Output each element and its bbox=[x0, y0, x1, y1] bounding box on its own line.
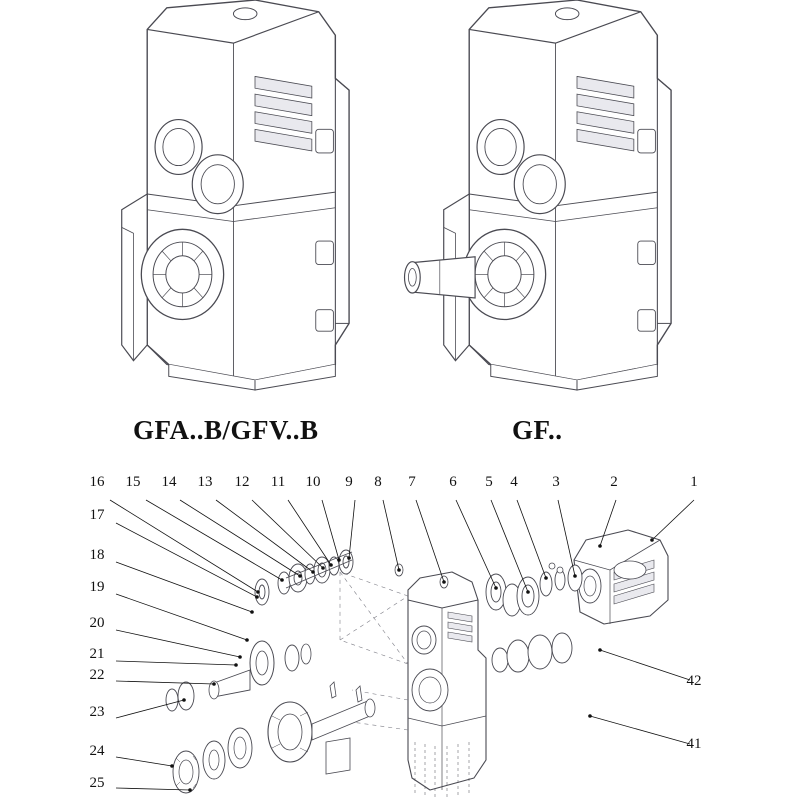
callout-number-15: 15 bbox=[125, 474, 141, 490]
callout-number-41: 41 bbox=[686, 736, 702, 752]
callout-number-24: 24 bbox=[89, 743, 105, 759]
output-shaft bbox=[405, 257, 476, 298]
callout-number-19: 19 bbox=[89, 579, 105, 595]
callout-number-18: 18 bbox=[89, 547, 105, 563]
caption-gfa-gfv: GFA..B/GFV..B bbox=[133, 415, 319, 445]
callout-number-12: 12 bbox=[234, 474, 250, 490]
exploded-housing bbox=[408, 572, 486, 799]
middle-shaft-assembly bbox=[166, 641, 311, 711]
callout-number-3: 3 bbox=[552, 474, 560, 490]
right-gear-unit-drawing bbox=[405, 0, 672, 390]
callout-number-13: 13 bbox=[197, 474, 213, 490]
callout-number-42: 42 bbox=[686, 673, 702, 689]
callout-number-22: 22 bbox=[89, 667, 105, 683]
callout-number-9: 9 bbox=[345, 474, 353, 490]
callout-number-21: 21 bbox=[89, 646, 105, 662]
caption-gf: GF.. bbox=[512, 415, 563, 445]
callout-number-16: 16 bbox=[89, 474, 105, 490]
callout-number-8: 8 bbox=[374, 474, 382, 490]
ring-stack-right bbox=[486, 565, 582, 672]
callout-number-25: 25 bbox=[89, 775, 105, 791]
callout-number-2: 2 bbox=[610, 474, 618, 490]
exploded-assembly-drawing bbox=[166, 530, 668, 799]
left-gear-unit-drawing bbox=[122, 0, 349, 390]
callout-number-17: 17 bbox=[89, 507, 105, 523]
callout-number-23: 23 bbox=[89, 704, 105, 720]
callout-number-5: 5 bbox=[485, 474, 493, 490]
lower-gear-assembly bbox=[173, 682, 375, 793]
callout-number-1: 1 bbox=[690, 474, 698, 490]
callout-number-10: 10 bbox=[305, 474, 321, 490]
callout-number-20: 20 bbox=[89, 615, 105, 631]
callout-number-7: 7 bbox=[408, 474, 416, 490]
callout-number-6: 6 bbox=[449, 474, 457, 490]
motor-adapter bbox=[574, 530, 668, 624]
callout-number-14: 14 bbox=[161, 474, 177, 490]
callout-number-4: 4 bbox=[510, 474, 518, 490]
callout-number-11: 11 bbox=[270, 474, 286, 490]
